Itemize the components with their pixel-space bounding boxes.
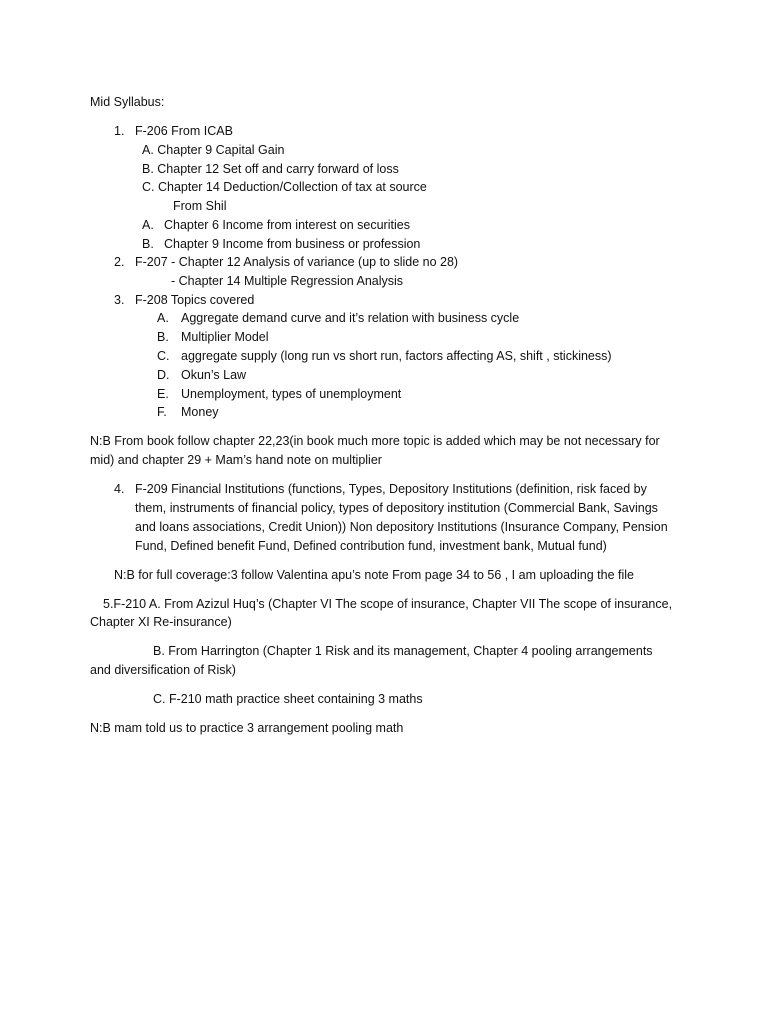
heading: Mid Syllabus: bbox=[90, 95, 165, 109]
item-4-line-4: Fund, Defined benefit Fund, Defined contribution fund, investment bank, Mutual fund) bbox=[135, 539, 607, 553]
item-5-line-a2: Chapter XI Re-insurance) bbox=[90, 615, 232, 629]
item-5-line-c: C. F-210 math practice sheet containing 3 maths bbox=[153, 692, 423, 706]
item-3-title: F-208 Topics covered bbox=[135, 293, 255, 307]
item-2-number: 2. bbox=[114, 255, 125, 269]
item-3-number: 3. bbox=[114, 293, 125, 307]
icab-chapter-c: C. Chapter 14 Deduction/Collection of tax at source bbox=[142, 180, 427, 194]
note-2: N:B for full coverage:3 follow Valentina apu’s note From page 34 to 56 , I am uploading the file bbox=[114, 568, 634, 582]
item-4-line-1: F-209 Financial Institutions (functions, Types, Depository Institutions (definition, risk faced by bbox=[135, 482, 647, 496]
topic-c: aggregate supply (long run vs short run, factors affecting AS, shift , stickiness) bbox=[181, 349, 612, 363]
item-1-number: 1. bbox=[114, 124, 125, 138]
topic-marker-e: E. bbox=[157, 387, 169, 401]
shil-heading: From Shil bbox=[173, 199, 227, 213]
note-1-line-1: N:B From book follow chapter 22,23(in book much more topic is added which may be not necessary for bbox=[90, 434, 660, 448]
topic-marker-c: C. bbox=[157, 349, 170, 363]
topic-d: Okun’s Law bbox=[181, 368, 247, 382]
shil-chapter-b: Chapter 9 Income from business or profession bbox=[164, 237, 421, 251]
item-4-number: 4. bbox=[114, 482, 125, 496]
note-1-line-2: mid) and chapter 29 + Mam’s hand note on multiplier bbox=[90, 453, 382, 467]
topic-marker-b: B. bbox=[157, 330, 169, 344]
shil-marker-a: A. bbox=[142, 218, 154, 232]
topic-e: Unemployment, types of unemployment bbox=[181, 387, 402, 401]
item-5-line-a1: 5.F-210 A. From Azizul Huq’s (Chapter VI The scope of insurance, Chapter VII The scope of insurance, bbox=[103, 597, 673, 611]
item-2-line-2: - Chapter 14 Multiple Regression Analysis bbox=[171, 274, 404, 288]
icab-chapter-b: B. Chapter 12 Set off and carry forward of loss bbox=[142, 162, 399, 176]
item-5-line-b1: B. From Harrington (Chapter 1 Risk and its management, Chapter 4 pooling arrangements bbox=[153, 644, 653, 658]
topic-marker-a: A. bbox=[157, 311, 169, 325]
topic-a: Aggregate demand curve and it’s relation with business cycle bbox=[181, 311, 520, 325]
topic-b: Multiplier Model bbox=[181, 330, 269, 344]
item-5-line-b2: and diversification of Risk) bbox=[90, 663, 236, 677]
item-4-line-2: them, instruments of financial policy, types of depository institution (Commercial Bank, Savings bbox=[135, 501, 658, 515]
topic-marker-f: F. bbox=[157, 405, 167, 419]
topic-f: Money bbox=[181, 405, 219, 419]
item-2-line-1: F-207 - Chapter 12 Analysis of variance (up to slide no 28) bbox=[135, 255, 459, 269]
shil-marker-b: B. bbox=[142, 237, 154, 251]
item-4-line-3: and loans associations, Credit Union)) Non depository Institutions (Insurance Company, Pension bbox=[135, 520, 668, 534]
shil-chapter-a: Chapter 6 Income from interest on securities bbox=[164, 218, 410, 232]
icab-chapter-a: A. Chapter 9 Capital Gain bbox=[142, 143, 285, 157]
note-3: N:B mam told us to practice 3 arrangement pooling math bbox=[90, 721, 404, 735]
topic-marker-d: D. bbox=[157, 368, 170, 382]
item-1-title: F-206 From ICAB bbox=[135, 124, 233, 138]
